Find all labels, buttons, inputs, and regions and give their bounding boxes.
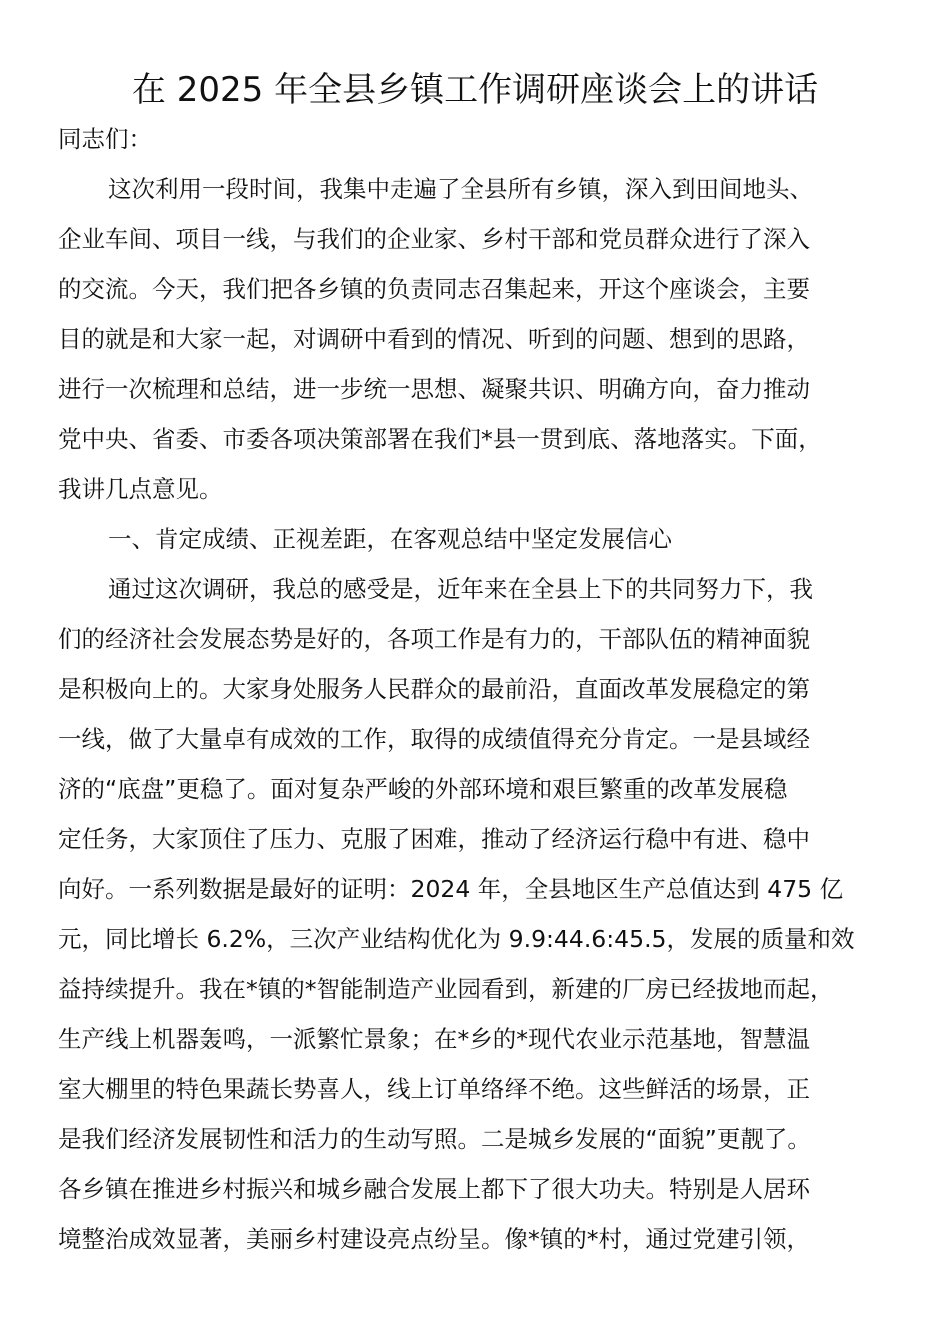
paragraph-line: 一线，做了大量卓有成效的工作，取得的成绩值得充分肯定。一是县域经 xyxy=(58,725,810,753)
paragraph-line: 通过这次调研，我总的感受是，近年来在全县上下的共同努力下，我 xyxy=(108,575,813,603)
paragraph-line: 是积极向上的。大家身处服务人民群众的最前沿，直面改革发展稳定的第 xyxy=(58,675,810,703)
paragraph-line: 我讲几点意见。 xyxy=(58,475,223,503)
document-body xyxy=(58,114,918,1264)
paragraph-line: 这次利用一段时间，我集中走遍了全县所有乡镇，深入到田间地头、 xyxy=(108,175,813,203)
paragraph-line: 目的就是和大家一起，对调研中看到的情况、听到的问题、想到的思路， xyxy=(58,325,810,353)
salutation: 同志们： xyxy=(58,125,152,153)
paragraph-line: 是我们经济发展韧性和活力的生动写照。二是城乡发展的“面貌”更靓了。 xyxy=(58,1125,811,1153)
paragraph-line: 室大棚里的特色果蔬长势喜人，线上订单络绎不绝。这些鲜活的场景，正 xyxy=(58,1075,810,1103)
paragraph-line: 的交流。今天，我们把各乡镇的负责同志召集起来，开这个座谈会，主要 xyxy=(58,275,810,303)
paragraph-line: 生产线上机器轰鸣，一派繁忙景象；在*乡的*现代农业示范基地，智慧温 xyxy=(58,1025,810,1053)
document-title: 在 2025 年全县乡镇工作调研座谈会上的讲话 xyxy=(131,70,819,110)
paragraph-line: 向好。一系列数据是最好的证明：2024 年，全县地区生产总值达到 475 亿 xyxy=(58,875,844,903)
paragraph-line: 境整治成效显著，美丽乡村建设亮点纷呈。像*镇的*村，通过党建引领， xyxy=(58,1225,810,1253)
paragraph-line: 各乡镇在推进乡村振兴和城乡融合发展上都下了很大功夫。特别是人居环 xyxy=(58,1175,810,1203)
paragraph-line: 济的“底盘”更稳了。面对复杂严峻的外部环境和艰巨繁重的改革发展稳 xyxy=(58,775,788,803)
paragraph-line: 元，同比增长 6.2%，三次产业结构优化为 9.9:44.6:45.5，发展的质量和效 xyxy=(58,925,855,953)
paragraph-line: 益持续提升。我在*镇的*智能制造产业园看到，新建的厂房已经拔地而起， xyxy=(58,975,834,1003)
paragraph-line: 们的经济社会发展态势是好的，各项工作是有力的，干部队伍的精神面貌 xyxy=(58,625,810,653)
paragraph-line: 企业车间、项目一线，与我们的企业家、乡村干部和党员群众进行了深入 xyxy=(58,225,810,253)
paragraph-line: 进行一次梳理和总结，进一步统一思想、凝聚共识、明确方向，奋力推动 xyxy=(58,375,810,403)
section-heading: 一、肯定成绩、正视差距，在客观总结中坚定发展信心 xyxy=(108,525,672,553)
paragraph-line: 定任务，大家顶住了压力、克服了困难，推动了经济运行稳中有进、稳中 xyxy=(58,825,810,853)
paragraph-line: 党中央、省委、市委各项决策部署在我们*县一贯到底、落地落实。下面， xyxy=(58,425,822,453)
